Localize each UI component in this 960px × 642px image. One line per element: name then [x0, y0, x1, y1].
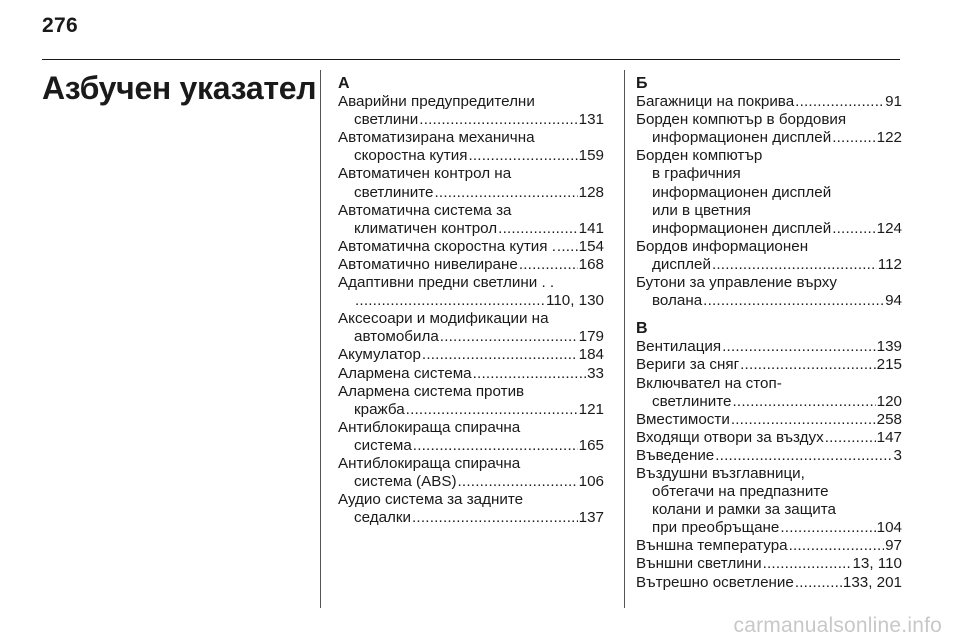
index-entry-text: Автоматизирана механична — [338, 129, 535, 147]
watermark: carmanualsonline.info — [733, 614, 942, 637]
index-entry[interactable] — [636, 537, 902, 555]
index-entry[interactable] — [338, 93, 604, 129]
index-entry-text: волана — [652, 292, 703, 310]
dot-leader — [557, 238, 578, 256]
index-entry-text: при преобръщане — [652, 519, 780, 537]
index-entry-text: Външна температура — [636, 537, 788, 555]
index-entry-text: колани и рамки за защита — [652, 501, 836, 519]
index-entry[interactable] — [636, 93, 902, 111]
index-entry[interactable] — [636, 429, 902, 447]
index-page-ref[interactable]: 184 — [578, 346, 604, 364]
index-entry-text: светлините — [652, 392, 732, 410]
page-number: 276 — [42, 14, 78, 37]
index-page-ref[interactable]: 139 — [876, 338, 902, 356]
index-entry-text: Борден компютър — [636, 147, 763, 165]
dot-leader — [715, 447, 892, 465]
index-entry-text: Бутони за управление върху — [636, 274, 837, 292]
dot-leader — [789, 537, 885, 555]
index-entry[interactable] — [636, 555, 902, 573]
dot-leader — [780, 519, 875, 537]
dot-leader — [733, 393, 876, 411]
index-entry-text: светлините — [354, 183, 434, 201]
index-entry-text: Адаптивни предни светлини . . — [338, 274, 555, 292]
index-entry-text: автомобила — [354, 328, 439, 346]
index-entry-text: информационен дисплей — [652, 183, 832, 201]
dot-leader — [740, 356, 876, 374]
index-page-ref[interactable]: 159 — [578, 147, 604, 165]
header-rule — [42, 59, 900, 60]
index-entry-text: Вместимости — [636, 410, 730, 428]
index-entry-text: Аварийни предупредителни — [338, 93, 535, 111]
index-entry-text: Автоматичен контрол на — [338, 165, 512, 183]
index-entry[interactable] — [636, 375, 902, 411]
index-page-ref[interactable]: 110, 130 — [546, 292, 604, 310]
index-title: Азбучен указател — [42, 70, 317, 106]
index-entry[interactable] — [636, 465, 902, 537]
index-page-ref[interactable]: 112 — [877, 255, 902, 273]
index-entry[interactable] — [338, 491, 604, 527]
index-page-ref[interactable]: 3 — [893, 446, 902, 464]
index-page-ref[interactable]: 94 — [885, 292, 902, 310]
dot-leader — [795, 93, 884, 111]
dot-leader — [763, 555, 852, 573]
index-entry-text: система — [354, 436, 412, 454]
index-entry[interactable] — [636, 111, 902, 147]
index-entry-text: Външни светлини — [636, 555, 762, 573]
dot-leader — [731, 411, 876, 429]
index-entry-text: Включвател на стоп- — [636, 374, 782, 392]
index-entry-text: обтегачи на предпазните — [652, 483, 829, 501]
index-entry-text: Вентилация — [636, 338, 722, 356]
index-entry-text: Антиблокираща спирачна — [338, 418, 521, 436]
index-page-ref[interactable]: 104 — [876, 519, 902, 537]
index-page-ref[interactable]: 91 — [885, 93, 902, 111]
index-entry-text: или в цветния — [652, 201, 751, 219]
dot-leader — [722, 338, 876, 356]
index-page-ref[interactable]: 137 — [578, 509, 604, 527]
dot-leader — [419, 111, 577, 129]
index-entry-text: скоростна кутия — [354, 147, 468, 165]
dot-leader — [406, 401, 578, 419]
index-entry-text: система (ABS) — [354, 473, 457, 491]
dot-leader — [440, 328, 578, 346]
index-entry-text: информационен дисплей — [652, 219, 832, 237]
index-entry[interactable] — [636, 574, 902, 592]
index-letter-heading: Б — [636, 75, 648, 92]
index-entry[interactable] — [636, 274, 902, 310]
index-entry-text: кражба — [354, 400, 405, 418]
dot-leader — [498, 220, 578, 238]
dot-leader — [468, 147, 577, 165]
dot-leader — [422, 346, 578, 364]
index-entry[interactable] — [338, 238, 604, 256]
index-page-ref[interactable]: 147 — [876, 428, 902, 446]
index-entry-text: Аксесоари и модификации на — [338, 310, 549, 328]
index-page-ref[interactable]: 165 — [578, 436, 604, 454]
dot-leader — [832, 220, 875, 238]
index-entry[interactable] — [338, 256, 604, 274]
dot-leader — [703, 292, 884, 310]
dot-leader — [473, 365, 586, 383]
index-entry-text: Аудио система за задните — [338, 491, 524, 509]
index-page-ref[interactable]: 154 — [578, 237, 604, 255]
index-column-2 — [636, 75, 902, 592]
index-page-ref[interactable]: 179 — [578, 328, 604, 346]
index-entry-text: Акумулатор — [338, 346, 421, 364]
index-page-ref[interactable]: 215 — [876, 356, 902, 374]
index-entry-text: Вериги за сняг — [636, 356, 740, 374]
index-entry-text: в графичния — [652, 165, 741, 183]
dot-leader — [355, 292, 545, 310]
index-entry[interactable] — [636, 238, 902, 274]
index-entry-text: Вътрешно осветление — [636, 573, 794, 591]
index-entry[interactable] — [338, 310, 604, 346]
index-entry-text: Борден компютър в бордовия — [636, 111, 847, 129]
dot-leader — [712, 256, 877, 274]
index-entry-text: Автоматична система за — [338, 201, 512, 219]
index-entry[interactable] — [338, 365, 604, 383]
index-entry[interactable] — [636, 147, 902, 237]
index-entry[interactable] — [338, 383, 604, 419]
column-divider-1 — [320, 70, 321, 608]
dot-leader — [435, 184, 578, 202]
index-page-ref[interactable]: 122 — [876, 129, 902, 147]
dot-leader — [832, 129, 875, 147]
index-entry[interactable] — [338, 419, 604, 455]
dot-leader — [825, 429, 876, 447]
index-entry[interactable] — [338, 274, 604, 310]
index-page-ref[interactable]: 13, 110 — [852, 555, 902, 573]
index-entry[interactable] — [636, 447, 902, 465]
index-entry[interactable] — [636, 338, 902, 356]
dot-leader — [458, 473, 578, 491]
index-entry-text: Въведение — [636, 446, 715, 464]
index-entry-text: Бордов информационен — [636, 237, 809, 255]
index-entry[interactable] — [338, 202, 604, 238]
dot-leader — [412, 509, 578, 527]
index-page-ref[interactable]: 33 — [587, 364, 604, 382]
column-divider-2 — [624, 70, 625, 608]
index-entry-text: Алармена система против — [338, 382, 525, 400]
index-entry-text: Алармена система — [338, 364, 472, 382]
index-page-ref[interactable]: 128 — [578, 183, 604, 201]
index-page-ref[interactable]: 120 — [876, 392, 902, 410]
index-column-1 — [338, 75, 604, 527]
index-entry-text: Въздушни възглавници, — [636, 464, 805, 482]
index-page-ref[interactable]: 97 — [885, 537, 902, 555]
dot-leader — [519, 256, 578, 274]
index-entry-text: климатичен контрол — [354, 219, 498, 237]
index-entry-text: Багажници на покрива — [636, 93, 795, 111]
index-page-ref[interactable]: 106 — [578, 473, 604, 491]
index-page-ref[interactable]: 168 — [578, 255, 604, 273]
index-entry[interactable] — [338, 455, 604, 491]
index-page-ref[interactable]: 131 — [578, 111, 604, 129]
index-entry-text: Автоматично нивелиране — [338, 255, 518, 273]
index-entry-text: Автоматична скоростна кутия . — [338, 237, 556, 255]
dot-leader — [795, 574, 842, 592]
index-page-ref[interactable]: 258 — [876, 410, 902, 428]
index-entry[interactable] — [636, 411, 902, 429]
index-entry[interactable] — [636, 356, 902, 374]
index-entry-text: информационен дисплей — [652, 129, 832, 147]
index-entry-text: дисплей — [652, 255, 711, 273]
index-entry-text: светлини — [354, 111, 419, 129]
index-page-ref[interactable]: 133, 201 — [842, 573, 902, 591]
index-entry[interactable] — [338, 165, 604, 201]
index-entry[interactable] — [338, 346, 604, 364]
index-entry-text: Антиблокираща спирачна — [338, 454, 521, 472]
index-page-ref[interactable]: 124 — [876, 219, 902, 237]
index-page-ref[interactable]: 121 — [578, 400, 604, 418]
index-entry[interactable] — [338, 129, 604, 165]
index-page-ref[interactable]: 141 — [578, 219, 604, 237]
index-entry-text: седалки — [354, 509, 412, 527]
index-entry-text: Входящи отвори за въздух — [636, 428, 824, 446]
dot-leader — [413, 437, 578, 455]
index-letter-heading: А — [338, 75, 350, 92]
index-letter-heading: В — [636, 320, 648, 338]
